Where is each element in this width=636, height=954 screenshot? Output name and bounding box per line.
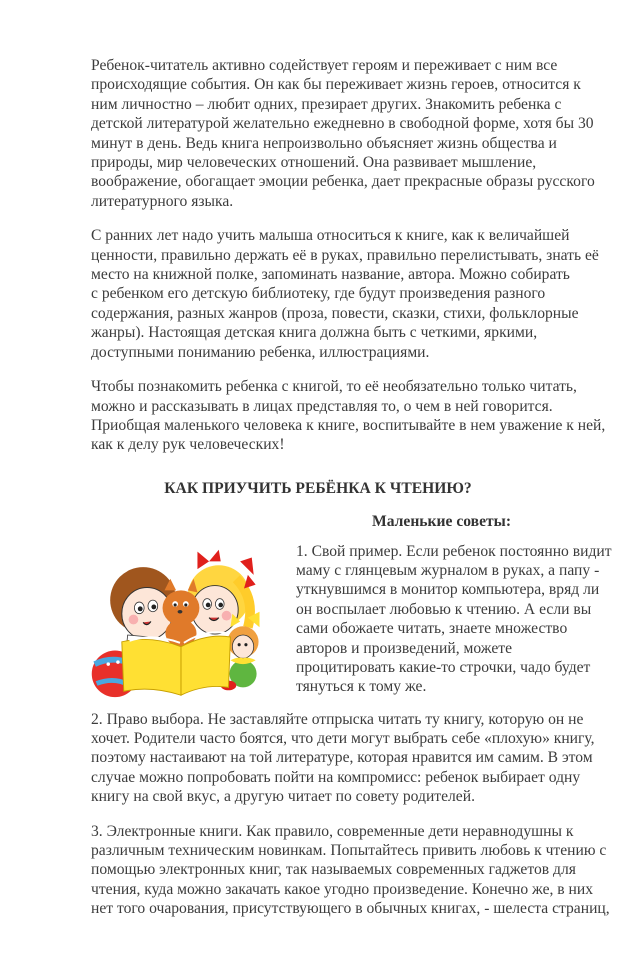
text-line: тянуться к тому же.: [296, 678, 427, 696]
text-line: Ребенок-читатель активно содействует героям и переживает с ним все: [91, 57, 558, 74]
text-line: жанры). Настоящая детская книга должна быть с четкими, яркими,: [91, 324, 538, 342]
text-line: 3. Электронные книги. Как правило, современные дети неравнодушны к: [91, 822, 574, 840]
text-line: место на книжной полке, запоминать название, автора. Можно собирать: [91, 266, 570, 284]
text-line: маму с глянцевым журналом в руках, а папу -: [296, 561, 600, 579]
text-line: 2. Право выбора. Не заставляйте отпрыска читать ту книгу, которую он не: [91, 710, 584, 728]
girl-icon: [188, 549, 256, 633]
text-line: ним личностно – любит одних, презирает других. Знакомить ребенка с: [91, 95, 562, 113]
text-line: как к делу рук человеческих!: [91, 436, 285, 454]
children-reading-illustration-icon: [82, 540, 278, 700]
section-heading: КАК ПРИУЧИТЬ РЕБЁНКА К ЧТЕНИЮ?: [164, 479, 472, 497]
text-line: детской литературой желательно ежедневно в свободной форме, хотя бы 30: [91, 115, 594, 133]
text-line: хочет. Родители часто боятся, что дети могут выбрать себе «плохую» книгу,: [91, 729, 595, 747]
text-line: чтения, куда можно закачать какое угодно произведение. Конечно же, в них: [91, 880, 594, 898]
text-line: процитировать какие-то строчки, чадо будет: [296, 658, 591, 676]
text-line: поэтому настаивают на той литературе, которая нравится им самим. В этом: [91, 749, 593, 767]
text-line: С ранних лет надо учить малыша относиться к книге, как к величайшей: [91, 227, 570, 245]
text-line: литературного языка.: [91, 192, 234, 210]
text-line: Чтобы познакомить ребенка с книгой, то её необязательно только читать,: [91, 378, 577, 396]
text-line: авторов и произведений, можете: [296, 639, 513, 657]
text-line: случае можно попробовать пойти на компромисс: ребенок выбирает одну: [91, 768, 581, 786]
text-line: помощью электронных книг, так называемых современных гаджетов для: [91, 861, 576, 879]
text-line: воображение, обогащает эмоции ребенка, дает прекрасные образы русского: [91, 173, 595, 191]
text-line: ценности, правильно держать её в руках, правильно перелистывать, знать её: [91, 246, 599, 264]
tip-3: [91, 822, 610, 919]
text-line: он воспылает любовью к чтению. А если вы: [296, 600, 592, 618]
text-line: различным техническим новинкам. Попытайтесь привить любовь к чтению с: [91, 841, 607, 859]
tip-1: [296, 542, 612, 697]
text-line: книгу на свой вкус, а другую читает по совету родителей.: [91, 788, 475, 806]
text-line: природы, мир человеческих отношений. Она развивает мышление,: [91, 154, 537, 172]
text-line: минут в день. Ведь книга непроизвольно объясняет жизнь общества и: [91, 134, 557, 152]
text-line: уткнувшимся в монитор компьютера, вряд ли: [296, 581, 600, 599]
text-line: 1. Свой пример. Если ребенок постоянно видит: [296, 542, 612, 560]
paragraph-intro: [91, 56, 596, 211]
text-line: нет того очарования, присутствующего в обычных книгах, - шелеста страниц,: [91, 900, 610, 918]
text-line: содержания, разных жанров (проза, повести, сказки, стихи, фольклорные: [91, 304, 579, 322]
text-line: Приобщая маленького человека к книге, воспитывайте в нем уважение к ней,: [91, 416, 606, 434]
tip-2: [91, 710, 596, 807]
text-line: можно и рассказывать в лицах представляя то, о чем в ней говорится.: [91, 397, 553, 415]
text-line: сами обожаете читать, знаете множество: [296, 620, 568, 638]
text-line: доступными пониманию ребенка, иллюстрациями.: [91, 343, 430, 361]
paragraph-introduce-book: [91, 377, 606, 455]
tip-1-row: [82, 540, 612, 700]
paragraph-early-years: [91, 226, 599, 362]
text-line: происходящие события. Он как бы переживает жизнь героев, относится к: [91, 76, 581, 94]
section-subheading: Маленькие советы:: [372, 513, 512, 531]
book-icon: [122, 632, 231, 695]
text-line: с ребенком его детскую библиотеку, где будут произведения разного: [91, 285, 546, 303]
